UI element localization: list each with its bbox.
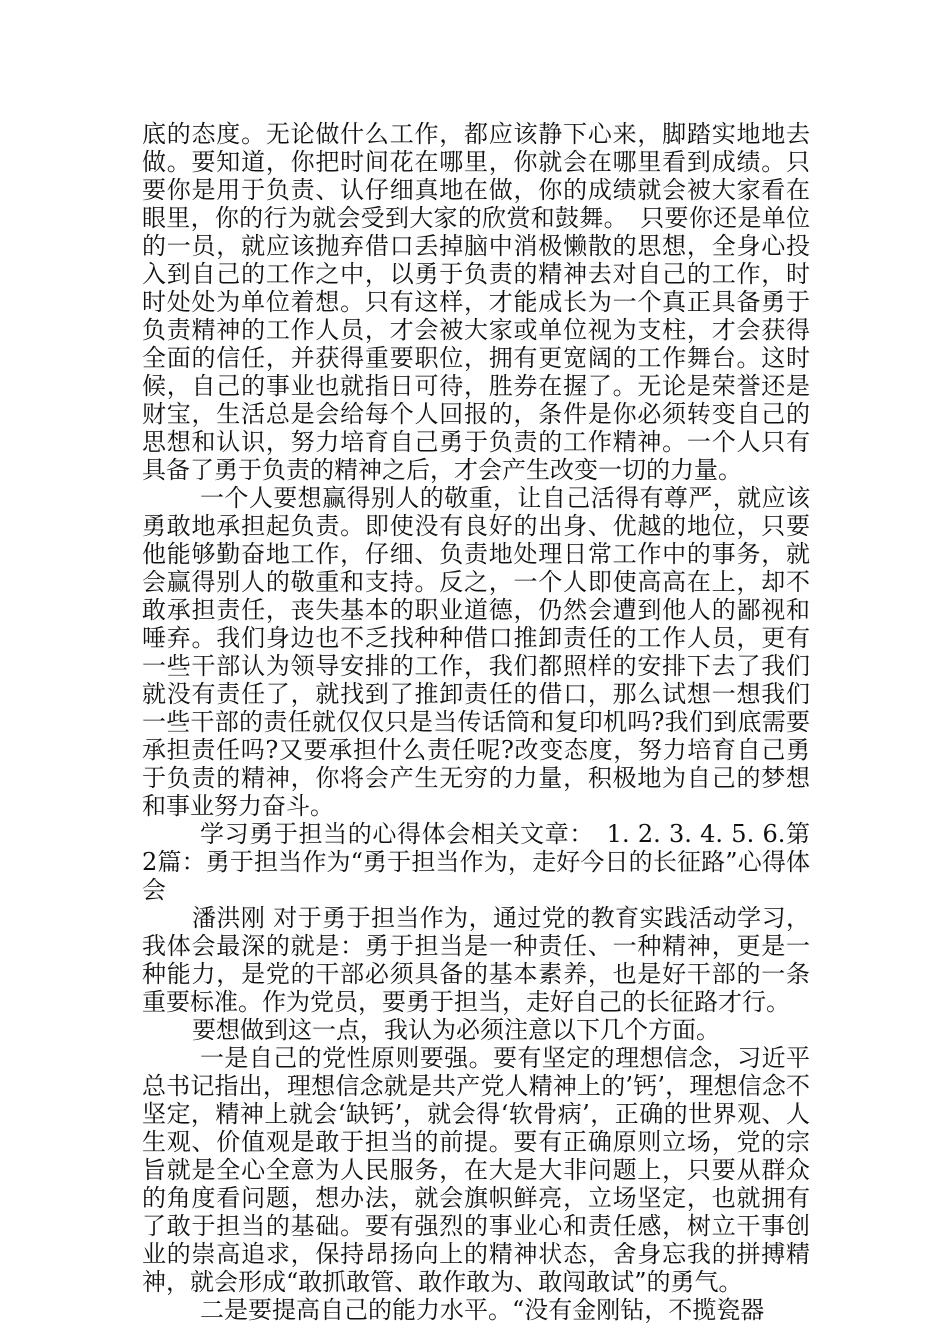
paragraph-6: 一是自己的党性原则要强。要有坚定的理想信念，习近平总书记指出，理想信念就是共产党人精神上的’钙’，理想信念不坚定，精神上就会‘缺钙’，就会得‘软骨病’，正确的世界观、人生观、价值观是敢于担当的前提。要有正确原则立场，党的宗旨就是全心全意为人民服务，在大是大非问题上，只要从群众的角度看问题，想办法，就会旗帜鲜亮，立场坚定，也就拥有了敢于担当的基础。要有强烈的事业心和责任感，树立干事创业的崇高追求，保持昂扬向上的精神状态，舍身忘我的拼搏精神，就会形成“敢抓敢管、敢作敢为、敢闯敢试”的勇气。 [142,1044,810,1296]
paragraph-2: 一个人要想赢得别人的敬重，让自己活得有尊严，就应该勇敢地承担起负责。即使没有良好的出身、优越的地位，只要他能够勤奋地工作，仔细、负责地处理日常工作中的事务，就会赢得别人的敬重和支持。反之，一个人即使高高在上，却不敢承担责任，丧失基本的职业道德，仍然会遭到他人的鄙视和唾弃。我们身边也不乏找种种借口推卸责任的工作人员，更有一些干部认为领导安排的工作，我们都照样的安排下去了我们就没有责任了，就找到了推卸责任的借口，那么试想一想我们一些干部的责任就仅仅只是当传话筒和复印机吗?我们到底需要承担责任吗?又要承担什么责任呢?改变态度，努力培育自己勇于负责的精神，你将会产生无穷的力量，积极地为自己的梦想和事业努力奋斗。 [142,484,810,820]
paragraph-5: 要想做到这一点，我认为必须注意以下几个方面。 [192,1016,720,1044]
paragraph-4: 潘洪刚 对于勇于担当作为，通过党的教育实践活动学习，我体会最深的就是：勇于担当是一种责任、一种精神，更是一种能力，是党的干部必须具备的基本素养，也是好干部的一条重要标准。作为党员，要勇于担当，走好自己的长征路才行。 [142,904,810,1016]
paragraph-1: 底的态度。无论做什么工作，都应该静下心来，脚踏实地地去做。要知道，你把时间花在哪里，你就会在哪里看到成绩。只要你是用于负责、认仔细真地在做，你的成绩就会被大家看在眼里，你的行为就会受到大家的欣赏和鼓舞。 只要你还是单位的一员，就应该抛弃借口丢掉脑中消极懒散的思想，全身心投入到自己的工作之中，以勇于负责的精神去对自己的工作，时时处处为单位着想。只有这样，才能成长为一个真正具备勇于负责精神的工作人员，才会被大家或单位视为支柱，才会获得全面的信任，并获得重要职位，拥有更宽阔的工作舞台。这时候，自己的事业也就指日可待，胜券在握了。无论是荣誉还是财宝，生活总是会给每个人回报的，条件是你必须转变自己的思想和认识，努力培育自己勇于负责的工作精神。一个人只有具备了勇于负责的精神之后，才会产生改变一切的力量。 [142,120,810,484]
paragraph-7: 二是要提高自己的能力水平。“没有金刚钻，不揽瓷器 [200,1296,765,1324]
paragraph-3: 学习勇于担当的心得体会相关文章： 1. 2. 3. 4. 5. 6.第2篇：勇于担当作为“勇于担当作为，走好今日的长征路”心得体会 [142,820,810,904]
body-text [142,120,810,1324]
